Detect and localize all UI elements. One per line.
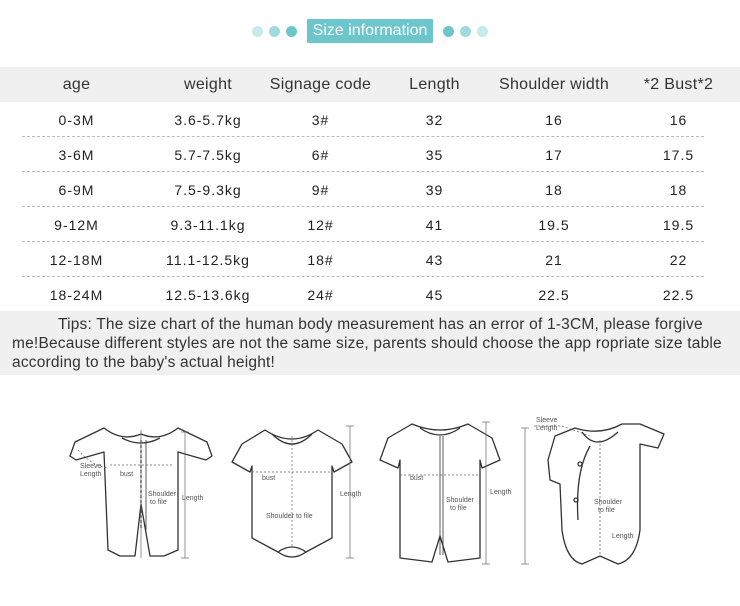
cell-length: 45 [425, 286, 444, 303]
column-header-shoulder-width: Shoulder width [498, 75, 610, 93]
cell-weight: 9.3-11.1kg [170, 216, 246, 233]
sleeve-length-label-2: Length [80, 471, 102, 478]
cell-length: 43 [425, 251, 444, 268]
table-row [0, 172, 740, 207]
column-header-weight: weight [183, 75, 233, 93]
cell-length: 35 [425, 146, 444, 163]
cell-weight: 5.7-7.5kg [174, 146, 242, 163]
sleeve-length-label-2: Length [536, 425, 558, 432]
cell-shoulder-width: 17 [545, 146, 563, 163]
garment-diagrams [0, 380, 740, 601]
cell-bust: 22.5 [662, 286, 695, 303]
cell-bust: 19.5 [662, 216, 695, 233]
table-row [0, 137, 740, 172]
tips-note: Tips: The size chart of the human body measurement has an error of 1-3CM, please forgive me!Because different styles are not the same size, parents should choose the app ropriate size table according to the baby's actual height! [0, 311, 740, 375]
cell-shoulder-width: 16 [545, 111, 563, 128]
cell-length: 32 [425, 111, 444, 128]
cell-age: 18-24M [49, 286, 104, 303]
bust-label: bust [120, 471, 134, 478]
cell-shoulder-width: 19.5 [538, 216, 570, 233]
table-row [0, 242, 740, 277]
length-label: Length [612, 533, 634, 540]
cell-shoulder-width: 21 [545, 251, 563, 268]
sleeve-length-label: Sleeve [536, 417, 558, 424]
shoulder-label: Shoulder [148, 491, 177, 498]
cell-length: 39 [425, 181, 444, 198]
shoulder-label: Shoulder [446, 497, 475, 504]
cell-bust: 16 [669, 111, 688, 128]
cell-age: 9-12M [54, 216, 99, 233]
cell-weight: 7.5-9.3kg [174, 181, 242, 198]
column-header-bust: *2 Bust*2 [643, 75, 714, 93]
cell-age: 12-18M [49, 251, 104, 268]
cell-weight: 3.6-5.7kg [174, 111, 242, 128]
cell-age: 6-9M [58, 181, 95, 198]
shoulder-label-2: to file [598, 507, 615, 514]
length-label: Length [340, 491, 362, 498]
column-header-signage-code: Signage code [269, 75, 372, 93]
decor-dot [269, 26, 280, 37]
cell-length: 41 [425, 216, 444, 233]
decor-dot [460, 26, 471, 37]
cell-shoulder-width: 18 [545, 181, 563, 198]
cell-weight: 11.1-12.5kg [166, 251, 250, 268]
section-title: Size information [307, 19, 434, 43]
column-header-length: Length [409, 75, 460, 93]
decor-dot [443, 26, 454, 37]
shoulder-label: Shoulder to file [266, 513, 313, 520]
cell-signage-code: 3# [311, 111, 330, 128]
cell-age: 3-6M [58, 146, 95, 163]
table-row [0, 207, 740, 242]
size-table [0, 67, 740, 312]
cell-bust: 18 [669, 181, 688, 198]
cell-weight: 12.5-13.6kg [165, 286, 251, 303]
shoulder-label-2: to file [150, 499, 167, 506]
decor-dot [477, 26, 488, 37]
cell-bust: 22 [669, 251, 688, 268]
column-header-age: age [62, 75, 91, 93]
cell-shoulder-width: 22.5 [538, 286, 570, 303]
length-label: Length [490, 489, 512, 496]
bust-label: bust [410, 475, 424, 482]
cell-signage-code: 12# [307, 216, 334, 233]
sleeve-length-label: Sleeve [80, 463, 102, 470]
section-header [0, 18, 740, 44]
kimono-romper-diagram [548, 424, 664, 564]
cell-signage-code: 9# [311, 181, 330, 198]
bust-label: bust [262, 475, 276, 482]
cell-bust: 17.5 [662, 146, 695, 163]
cell-signage-code: 24# [307, 286, 334, 303]
cell-age: 0-3M [58, 111, 95, 128]
short-sleeve-romper-diagram [380, 424, 500, 562]
cell-signage-code: 6# [311, 146, 330, 163]
shoulder-label: Shoulder [594, 499, 623, 506]
decor-dot [286, 26, 297, 37]
table-row [0, 277, 740, 312]
cell-signage-code: 18# [307, 251, 334, 268]
table-header-row [0, 67, 740, 102]
shoulder-label-2: to file [450, 505, 467, 512]
table-row [0, 102, 740, 137]
decor-dot [252, 26, 263, 37]
length-label: Length [182, 495, 204, 502]
